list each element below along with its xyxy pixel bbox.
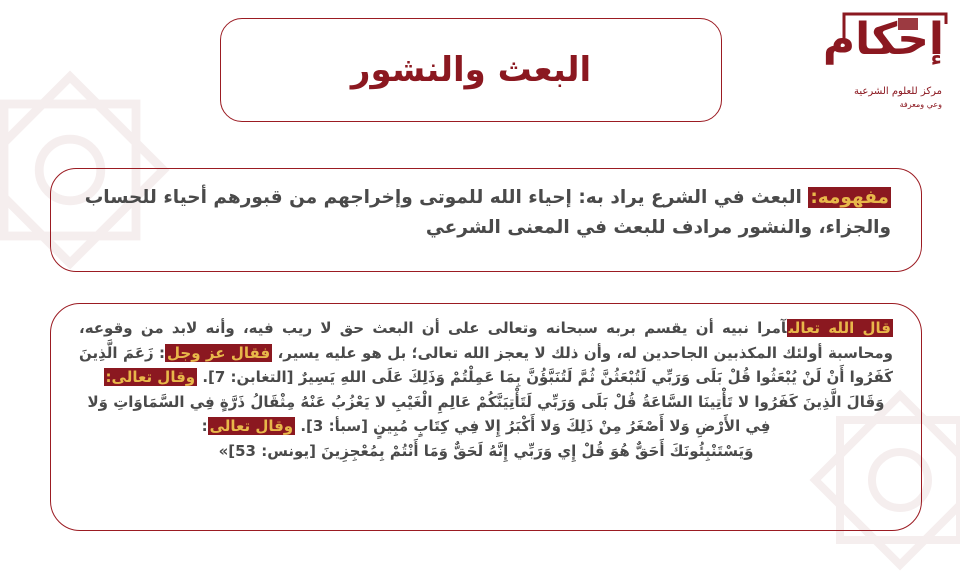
logo-wordmark: إحكام: [822, 14, 944, 65]
definition-text: البعث في الشرع يراد به: إحياء الله للموتى وإخراجهم من قبورهم أحياء للحساب والجزاء، والنشور مرادف للبعث في المعنى الشرعي: [84, 187, 891, 238]
logo: [822, 8, 952, 109]
definition-box: [50, 168, 922, 272]
evidence-paragraph: [79, 316, 893, 463]
page-title: البعث والنشور: [350, 50, 592, 90]
evidence-label-1: قال الله تعالى: [788, 319, 891, 337]
evidence-label-4: وقال تعالى: [209, 417, 294, 435]
evidence-label-3: وقال تعالى:: [105, 368, 196, 386]
evidence-colon: :: [201, 417, 208, 435]
evidence-verse-3: وَيَسْتَنْبِئُونَكَ أَحَقٌّ هُوَ قُلْ إِي وَرَبِّي إِنَّهُ لَحَقٌّ وَمَا أَنْتُمْ بِمُعْجِزِينَ [يونس: 53]»: [218, 441, 754, 460]
evidence-text-1: آمرا نبيه أن يقسم بربه سبحانه وتعالى على أن البعث حق لا ريب فيه، وأنه لابد من وقوعه، ومحاسبة أولئك المكذبين الجاحدين له، وأن ذلك لا يعجز الله تعالى؛ بل هو عليه يسير،: [79, 319, 893, 362]
evidence-box: [50, 303, 922, 531]
title-box: [220, 18, 722, 122]
logo-subtitle: مركز للعلوم الشرعية: [854, 86, 942, 97]
evidence-verse-2-block: [79, 390, 893, 439]
definition-paragraph: [81, 183, 891, 243]
evidence-verse-2: وَقَالَ الَّذِينَ كَفَرُوا لا تَأْتِينَا السَّاعَةُ قُلْ بَلَى وَرَبِّي لَتَأْتِيَنَّكُمْ عَالِمِ الْغَيْبِ لا يَعْزُبُ عَنْهُ مِثْقَالُ ذَرَّةٍ فِي السَّمَاوَاتِ وَلا فِي الأَرْضِ وَلا أَصْغَرُ مِنْ ذَلِكَ وَلا أَكْبَرُ إِلا فِي كِتَابٍ مُبِينٍ [سبأ: 3].: [87, 392, 885, 435]
logo-tagline: وعي ومعرفة: [899, 100, 942, 109]
definition-label: مفهومه:: [810, 187, 889, 208]
evidence-label-2: فقال عز وجل: [167, 343, 271, 362]
evidence-verse-1: : زَعَمَ الَّذِينَ كَفَرُوا أَنْ لَنْ يُبْعَثُوا قُلْ بَلَى وَرَبِّي لَتُبْعَثُنَّ ثُمَّ لَتُنَبَّؤُنَّ بِمَا عَمِلْتُمْ وَذَلِكَ عَلَى اللهِ يَسِيرٌ [التغابن: 7].: [79, 343, 893, 386]
